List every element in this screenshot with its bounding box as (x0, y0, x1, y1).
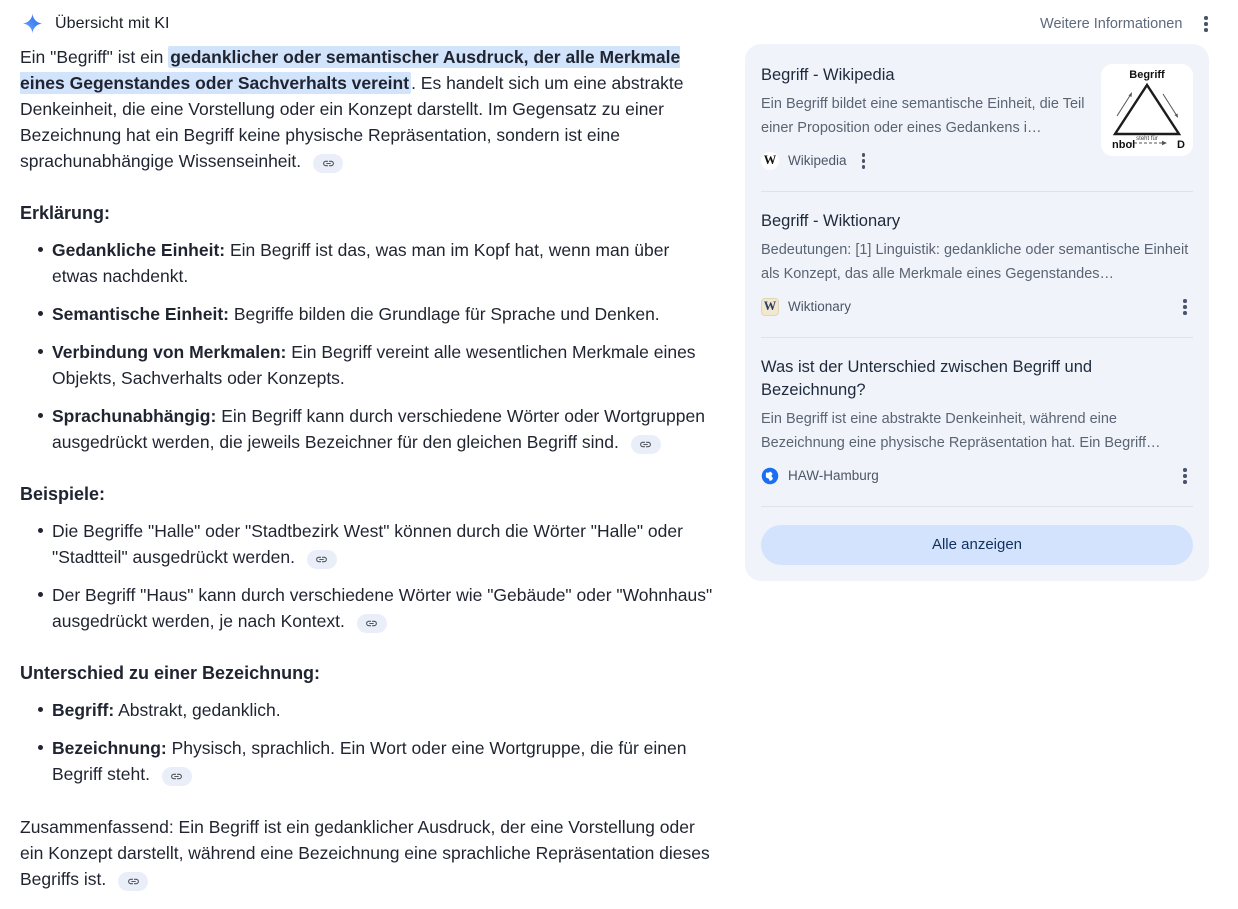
card-snippet: Ein Begriff ist eine abstrakte Denkeinheit, während eine Bezeichnung eine physische Repräsentation hat. Ein Begriff… (761, 410, 1161, 451)
source-link-chip[interactable] (307, 550, 337, 569)
panel-divider (761, 191, 1193, 192)
sources-panel (745, 44, 1209, 581)
list-item-text: Ein Begriff ist das, was man im Kopf hat, wenn man über etwas nachdenkt. (52, 239, 670, 286)
card-source-label: Wiktionary (788, 299, 852, 315)
list-item-term: Semantische Einheit: (52, 303, 229, 324)
intro-text-before: Ein "Begriff" ist ein (20, 46, 169, 67)
list-item (38, 697, 717, 723)
page-title: Übersicht mit KI (55, 14, 170, 32)
list-item-text: Der Begriff "Haus" kann durch verschiedene Wörter wie "Gebäude" oder "Wohnhaus" ausgedrückt werden, je nach Kontext. (52, 584, 713, 631)
list-item (38, 735, 717, 787)
summary-paragraph (20, 814, 717, 892)
source-link-chip[interactable] (118, 872, 148, 891)
source-link-chip[interactable] (631, 435, 661, 454)
more-information-link[interactable]: Weitere Informationen (1040, 15, 1183, 32)
globe-favicon (761, 467, 779, 485)
wiktionary-favicon: W (761, 298, 779, 316)
list-item-term: Verbindung von Merkmalen: (52, 341, 287, 362)
wikipedia-favicon: W (761, 152, 779, 170)
erklaerung-list (20, 237, 717, 455)
list-item (38, 339, 717, 391)
list-item-text: Begriffe bilden die Grundlage für Sprache und Denken. (233, 303, 660, 324)
ai-overview-header (0, 0, 1238, 44)
source-link-chip[interactable] (313, 154, 343, 173)
beispiele-list (20, 518, 717, 634)
summary-text: Zusammenfassend: Ein Begriff ist ein gedanklicher Ausdruck, der eine Vorstellung oder ein Konzept darstellt, während eine Bezeichnung eine sprachliche Repräsentation dieses Begriffs ist. (20, 816, 710, 889)
list-item (38, 518, 717, 570)
highlighted-text[interactable]: gedanklicher oder semantischer Ausdruck, der alle Merkmale eines Gegenstandes oder Sachverhalts vereint (20, 46, 681, 93)
panel-divider (761, 506, 1193, 507)
intro-text-after: . Es handelt sich um eine abstrakte Denkeinheit, die eine Vorstellung oder ein Konzept darstellt. Im Gegensatz zu einer Bezeichnung hat ein Begriff keine physische Repräsentation, sondern ist eine sprachunabhängige Wissenseinheit. (20, 72, 684, 171)
link-icon (322, 157, 335, 170)
list-item-text: Ein Begriff vereint alle wesentlichen Merkmale eines Objekts, Sachverhalts oder Konzepts. (52, 341, 696, 388)
section-heading-beispiele: Beispiele: (20, 483, 106, 504)
link-icon (365, 617, 378, 630)
intro-paragraph (20, 44, 717, 174)
card-source-label: Wikipedia (788, 153, 847, 169)
ai-answer-body (20, 44, 717, 909)
list-item-text: Physisch, sprachlich. Ein Wort oder eine Wortgruppe, die für einen Begriff steht. (52, 737, 687, 784)
card-source-label: HAW-Hamburg (788, 468, 879, 484)
card-thumbnail[interactable] (1101, 64, 1193, 156)
list-item-term: Begriff: (52, 699, 115, 720)
link-icon (127, 875, 140, 888)
list-item (38, 403, 717, 455)
svg-text:steht für: steht für (1136, 135, 1158, 142)
content-area (0, 44, 1238, 909)
source-link-chip[interactable] (357, 614, 387, 633)
list-item-term: Bezeichnung: (52, 737, 167, 758)
card-snippet: Bedeutungen: [1] Linguistik: gedankliche oder semantische Einheit als Konzept, das alle Merkmale eines Gegenstandes… (761, 241, 1189, 282)
show-all-button[interactable]: Alle anzeigen (761, 525, 1193, 565)
link-icon (170, 770, 183, 783)
list-item-text: Ein Begriff kann durch verschiedene Wörter oder Wortgruppen ausgedrückt werden, die jeweils Bezeichner für den gleichen Begriff sind. (52, 405, 705, 452)
source-card-wiktionary[interactable] (761, 210, 1193, 319)
list-item-text: Abstrakt, gedanklich. (118, 699, 281, 720)
link-icon (639, 438, 652, 451)
svg-text:D: D (1177, 138, 1185, 151)
link-icon (315, 553, 328, 566)
card-menu-icon[interactable] (1177, 295, 1193, 319)
list-item (38, 582, 717, 634)
list-item-text: Die Begriffe "Halle" oder "Stadtbezirk West" können durch die Wörter "Halle" oder "Stadtteil" ausgedrückt werden. (52, 520, 683, 567)
overview-menu-icon[interactable] (1198, 12, 1214, 36)
list-item (38, 237, 717, 289)
card-menu-icon[interactable] (1177, 464, 1193, 488)
source-link-chip[interactable] (162, 767, 192, 786)
source-card-haw-hamburg[interactable] (761, 356, 1193, 488)
list-item-term: Sprachunabhängig: (52, 405, 217, 426)
svg-text:nbol: nbol (1112, 138, 1136, 151)
list-item-term: Gedankliche Einheit: (52, 239, 226, 260)
panel-divider (761, 337, 1193, 338)
svg-text:Begriff: Begriff (1129, 68, 1165, 81)
card-title[interactable]: Begriff - Wikipedia (761, 65, 895, 84)
source-card-wikipedia[interactable] (761, 64, 1193, 173)
unterschied-list (20, 697, 717, 787)
semiotic-triangle-image (1101, 64, 1193, 156)
card-title[interactable]: Begriff - Wiktionary (761, 211, 901, 230)
section-heading-erklaerung: Erklärung: (20, 202, 111, 223)
card-title[interactable]: Was ist der Unterschied zwischen Begriff und Bezeichnung? (761, 357, 1093, 399)
section-heading-unterschied: Unterschied zu einer Bezeichnung: (20, 662, 321, 683)
list-item (38, 301, 717, 327)
card-snippet: Ein Begriff bildet eine semantische Einheit, die Teil einer Proposition oder eines Gedankens i… (761, 95, 1085, 136)
gemini-sparkle-icon (22, 13, 43, 34)
card-menu-icon[interactable] (856, 149, 872, 173)
